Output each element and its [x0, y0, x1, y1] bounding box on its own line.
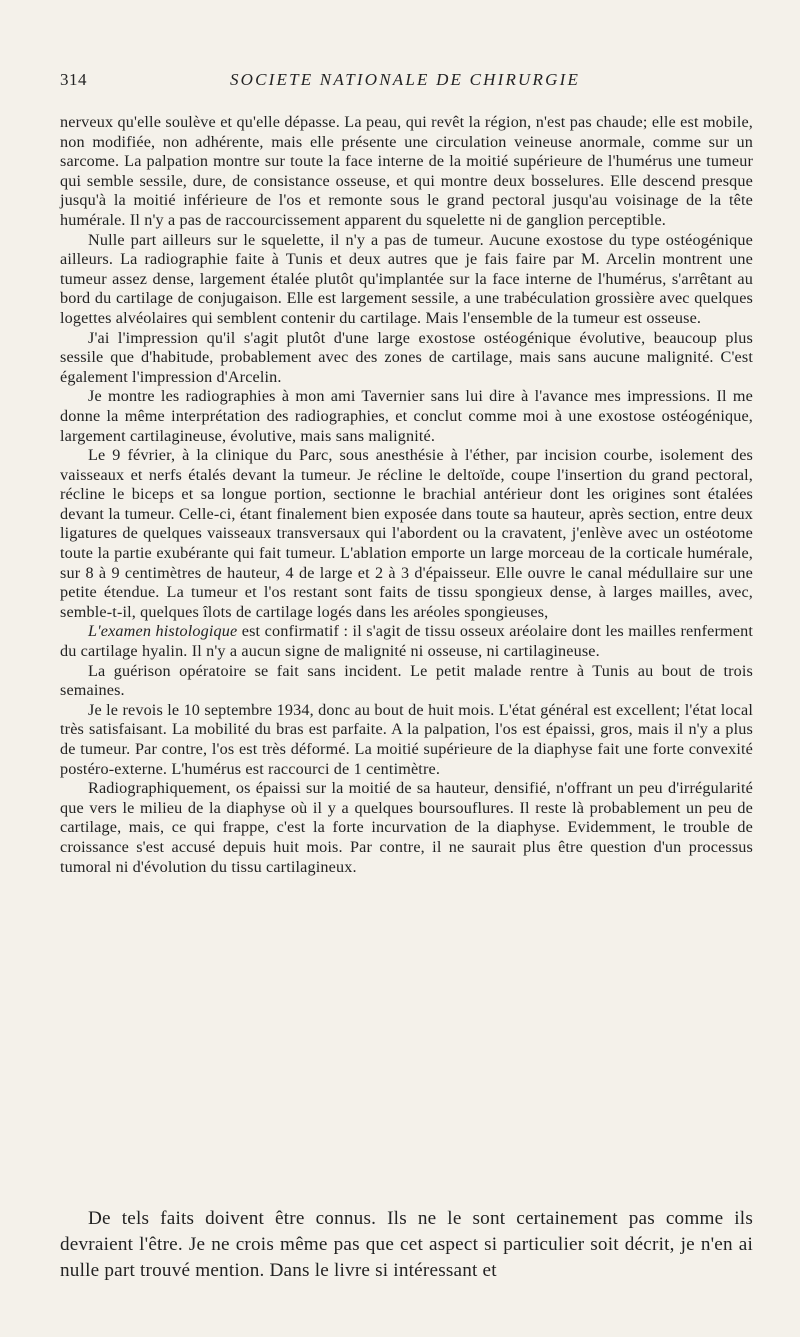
italic-lead: L'examen histologique	[88, 622, 238, 641]
paragraph-large: De tels faits doivent être connus. Ils ne le sont certainement pas comme ils devraient l'être. Je ne crois même pas que cet aspect si particulier soit décrit, je n'en ai nulle part trouvé mention. Dans le livre si intéressant et	[60, 1208, 753, 1281]
paragraph: La guérison opératoire se fait sans incident. Le petit malade rentre à Tunis au bout de trois semaines.	[60, 661, 753, 700]
paragraph: J'ai l'impression qu'il s'agit plutôt d'une large exostose ostéogénique évolutive, beaucoup plus sessile que d'habitude, probablement avec des zones de cartilage, mais sans aucune malignité. C'est également l'impression d'Arcelin.	[60, 328, 753, 386]
paragraph: Le 9 février, à la clinique du Parc, sous anesthésie à l'éther, par incision courbe, isolement des vaisseaux et nerfs étalés devant la tumeur. Je récline le deltoïde, coupe l'insertion du grand pectoral, récline le biceps et sa longue portion, sectionne le brachial antérieur dont les origines sont étalées devant la tumeur. Celle-ci, étant finalement bien exposée dans toute sa hauteur, après section, entre deux ligatures de quelques vaisseaux transversaux qui l'abordent ou la cravatent, j'enlève avec un ostéotome toute la partie exubérante qui fait tumeur. L'ablation emporte un large morceau de la corticale humérale, sur 8 à 9 centimètres de hauteur, 4 de large et 2 à 3 d'épaisseur. Elle ouvre le canal médullaire sur une petite étendue. La tumeur et l'os restant sont faits de tissu spongieux dense, à larges mailles, avec, semble-t-il, quelques îlots de cartilage logés dans les aréoles spongieuses,	[60, 446, 753, 621]
page-number: 314	[60, 70, 87, 89]
running-head: SOCIETE NATIONALE DE CHIRURGIE	[229, 70, 581, 89]
paragraph-rest: est confirmatif : il s'agit de tissu osseux aréolaire dont les mailles renferment du cartilage hyalin. Il n'y a aucun signe de malignité ni osseuse, ni cartilagineuse.	[60, 622, 753, 661]
paragraph: nerveux qu'elle soulève et qu'elle dépasse. La peau, qui revêt la région, n'est pas chaude; elle est mobile, non modifiée, non adhérente, mais elle présente une circulation veineuse anormale, comme sur un sarcome. La palpation montre sur toute la face interne de la moitié supérieure de l'humérus une tumeur qui semble sessile, dure, de consistance osseuse, et qui montre deux bosselures. Elle descend presque jusqu'à la moitié inférieure de l'os et remonte sous le grand pectoral jusqu'au voisinage de la tête humérale. Il n'y a pas de raccourcissement apparent du squelette ni de ganglion perceptible.	[60, 113, 753, 229]
page-header	[60, 70, 750, 96]
paragraph: Je le revois le 10 septembre 1934, donc au bout de huit mois. L'état général est excellent; l'état local très satisfaisant. La mobilité du bras est parfaite. A la palpation, l'os est épaissi, gros, mais il n'y a plus de tumeur. Par contre, l'os est très déformé. La moitié supérieure de la diaphyse fait une forte convexité postéro-externe. L'humérus est raccourci de 1 centimètre.	[60, 700, 753, 778]
paragraph: Radiographiquement, os épaissi sur la moitié de sa hauteur, densifié, n'offrant un peu d'irrégularité que vers le milieu de la diaphyse où il y a quelques boursouflures. Il reste là probablement un peu de cartilage, mais, ce qui frappe, c'est la forte incurvation de la diaphyse. Evidemment, le trouble de croissance s'est accusé depuis huit mois. Par contre, il ne saurait plus être question d'un processus tumoral ni d'évolution du tissu cartilagineux.	[60, 779, 753, 876]
body-text	[60, 113, 753, 877]
paragraph-histology	[60, 622, 753, 661]
large-text-block	[60, 1206, 753, 1284]
paragraph: Je montre les radiographies à mon ami Tavernier sans lui dire à l'avance mes impressions. Il me donne la même interprétation des radiographies, et conclut comme moi à une exostose ostéogénique, largement cartilagineuse, évolutive, mais sans malignité.	[60, 387, 753, 445]
paragraph: Nulle part ailleurs sur le squelette, il n'y a pas de tumeur. Aucune exostose du type ostéogénique ailleurs. La radiographie faite à Tunis et deux autres que je fais faire par M. Arcelin montrent une tumeur assez dense, largement étalée plutôt qu'implantée sur la face interne de l'humérus, s'arrêtant au bord du cartilage de conjugaison. Elle est largement sessile, a une trabéculation grossière avec quelques logettes alvéolaires qui semblent contenir du cartilage. Mais l'ensemble de la tumeur est osseuse.	[60, 230, 753, 327]
